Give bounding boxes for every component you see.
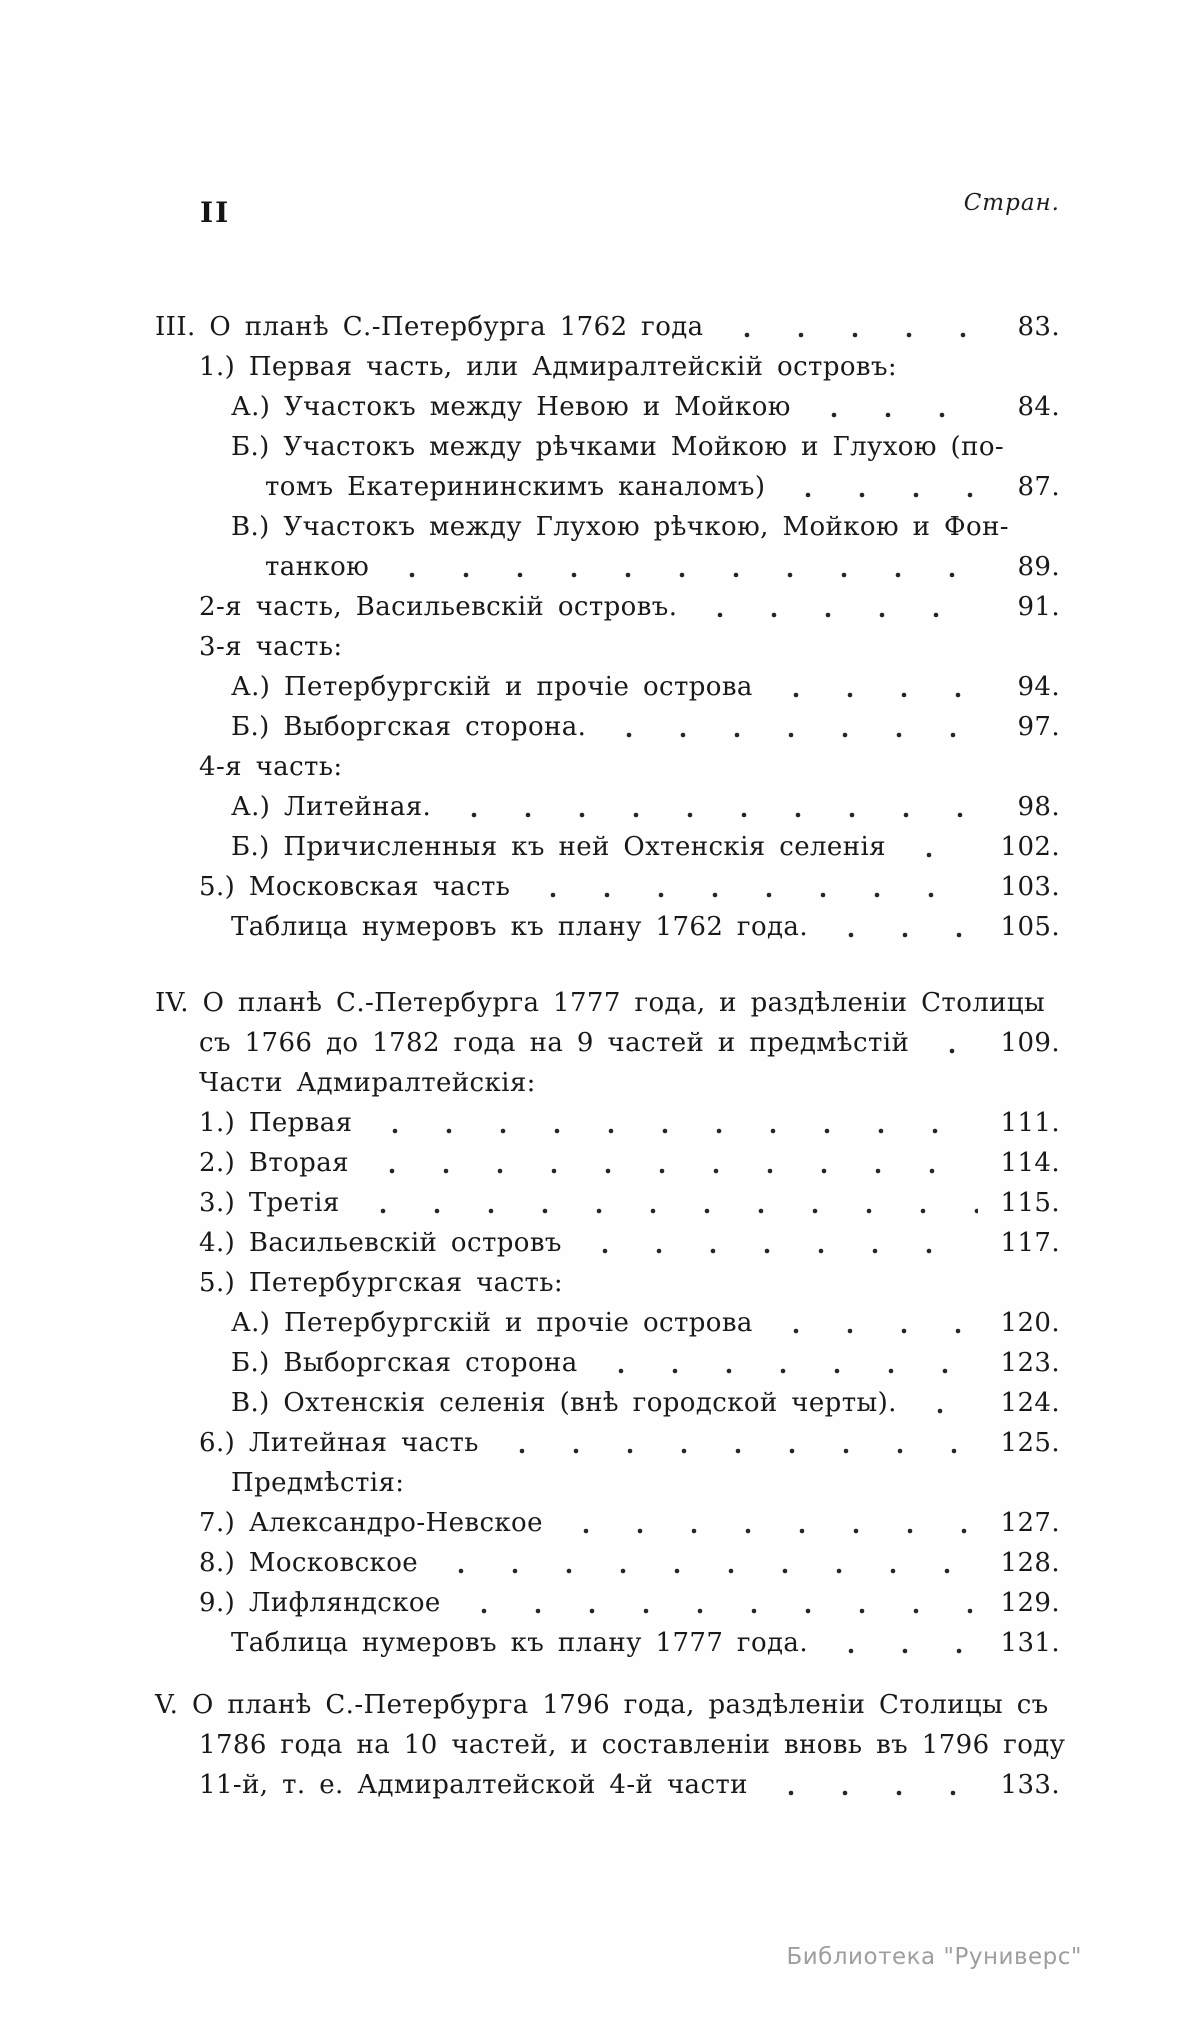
toc-entry bbox=[155, 428, 1060, 468]
toc-entry bbox=[155, 908, 1060, 948]
toc-entry bbox=[155, 388, 1060, 428]
page-number: 91. bbox=[1017, 592, 1060, 622]
toc-entry bbox=[155, 1064, 1060, 1104]
dot-leader bbox=[447, 788, 978, 828]
toc-entry-text: А.) Участокъ между Невою и Мойкою bbox=[231, 392, 791, 422]
page-number: 94. bbox=[1017, 672, 1060, 702]
dot-leader bbox=[769, 668, 978, 708]
toc-entry-text: 4.) Васильевскій островъ bbox=[199, 1228, 562, 1258]
toc-entry-text: 3-я часть: bbox=[199, 632, 343, 662]
dot-leader bbox=[526, 868, 978, 908]
toc-entry bbox=[155, 1544, 1060, 1584]
toc-entry bbox=[155, 1024, 1060, 1064]
toc-entry-text: 2.) Вторая bbox=[199, 1148, 349, 1178]
toc-entry bbox=[155, 1464, 1060, 1504]
toc-entry bbox=[155, 668, 1060, 708]
toc-entry-text: III. О планѣ С.-Петербурга 1762 года bbox=[155, 312, 704, 342]
page-number: 102. bbox=[1000, 832, 1060, 862]
page-number: 129. bbox=[1000, 1588, 1060, 1618]
dot-leader bbox=[457, 1584, 978, 1624]
dot-leader bbox=[559, 1504, 978, 1544]
toc-entry bbox=[155, 588, 1060, 628]
toc-entry-text: Б.) Участокъ между рѣчками Мойкою и Глухою (по- bbox=[231, 432, 1005, 462]
dot-leader bbox=[495, 1424, 978, 1464]
toc-entry bbox=[155, 548, 1060, 588]
page-number: 127. bbox=[1000, 1508, 1060, 1538]
toc-entry bbox=[155, 1144, 1060, 1184]
page-number: 89. bbox=[1017, 552, 1060, 582]
page-number: 115. bbox=[1000, 1188, 1060, 1218]
toc-entry bbox=[155, 1584, 1060, 1624]
toc-entry bbox=[155, 1504, 1060, 1544]
toc-entry-text: 1786 года на 10 частей, и составленіи вновь въ 1796 году bbox=[199, 1730, 1066, 1760]
toc-section bbox=[155, 1686, 1066, 1806]
page-number: 87. bbox=[1017, 472, 1060, 502]
toc-entry-text: В.) Охтенскія селенія (внѣ городской черты). bbox=[231, 1388, 897, 1418]
page-number: 131. bbox=[1000, 1628, 1060, 1658]
dot-leader bbox=[594, 1344, 978, 1384]
toc-entry bbox=[155, 508, 1060, 548]
page-number: 123. bbox=[1000, 1348, 1060, 1378]
dot-leader bbox=[902, 828, 978, 868]
toc-entry-text: танкою bbox=[265, 552, 370, 582]
dot-leader bbox=[356, 1184, 978, 1224]
toc-entry-text: В.) Участокъ между Глухою рѣчкою, Мойкою и Фон- bbox=[231, 512, 1009, 542]
page-number: 128. bbox=[1000, 1548, 1060, 1578]
toc-entry-text: 11-й, т. е. Адмиралтейской 4-й части bbox=[199, 1770, 748, 1800]
dot-leader bbox=[602, 708, 978, 748]
toc-entry bbox=[155, 1304, 1060, 1344]
page-number: 117. bbox=[1000, 1228, 1060, 1258]
dot-leader bbox=[807, 388, 978, 428]
toc-entry bbox=[155, 628, 1060, 668]
toc-entry bbox=[155, 468, 1060, 508]
toc-entry-text: Части Адмиралтейскія: bbox=[199, 1068, 536, 1098]
toc-entry-text: А.) Петербургскій и прочіе острова bbox=[231, 1308, 753, 1338]
toc-entry bbox=[155, 1224, 1060, 1264]
page-number: 98. bbox=[1017, 792, 1060, 822]
dot-leader bbox=[913, 1384, 978, 1424]
page-number: 84. bbox=[1017, 392, 1060, 422]
page-column-header: Стран. bbox=[963, 190, 1060, 216]
toc-entry bbox=[155, 1726, 1066, 1766]
toc-entry-text: V. О планѣ С.-Петербурга 1796 года, раздѣленіи Столицы съ bbox=[155, 1690, 1049, 1720]
toc-entry-text: томъ Екатерининскимъ каналомъ) bbox=[265, 472, 766, 502]
dot-leader bbox=[578, 1224, 978, 1264]
toc-entry bbox=[155, 748, 1060, 788]
toc-entry-text: 5.) Московская часть bbox=[199, 872, 511, 902]
toc-entry-text: 2-я часть, Васильевскій островъ. bbox=[199, 592, 678, 622]
dot-leader bbox=[385, 548, 978, 588]
dot-leader bbox=[368, 1104, 978, 1144]
dot-leader bbox=[693, 588, 978, 628]
toc-entry bbox=[155, 348, 1060, 388]
dot-leader bbox=[764, 1766, 978, 1806]
toc-entry-text: 3.) Третія bbox=[199, 1188, 340, 1218]
toc-entry-text: Предмѣстія: bbox=[231, 1468, 405, 1498]
toc-entry-text: 7.) Александро-Невское bbox=[199, 1508, 543, 1538]
toc-entry bbox=[155, 828, 1060, 868]
page-number: 133. bbox=[1000, 1770, 1060, 1800]
dot-leader bbox=[824, 1624, 978, 1664]
toc-entry bbox=[155, 1104, 1060, 1144]
toc-entry-text: Б.) Выборгская сторона. bbox=[231, 712, 587, 742]
toc-entry-text: 9.) Лифляндское bbox=[199, 1588, 441, 1618]
toc-entry bbox=[155, 868, 1060, 908]
toc-entry-text: Таблица нумеровъ къ плану 1762 года. bbox=[231, 912, 808, 942]
toc-entry bbox=[155, 1264, 1060, 1304]
dot-leader bbox=[781, 468, 978, 508]
toc-entry-text: А.) Петербургскій и прочіе острова bbox=[231, 672, 753, 702]
dot-leader bbox=[824, 908, 978, 948]
dot-leader bbox=[720, 308, 978, 348]
toc-entry bbox=[155, 1766, 1060, 1806]
toc-entry bbox=[155, 1344, 1060, 1384]
toc-entry-text: 5.) Петербургская часть: bbox=[199, 1268, 564, 1298]
page-number: 109. bbox=[1000, 1028, 1060, 1058]
toc-entry-text: съ 1766 до 1782 года на 9 частей и предмѣстій bbox=[199, 1028, 910, 1058]
toc-entry bbox=[155, 1686, 1060, 1726]
toc-entry-text: Б.) Выборгская сторона bbox=[231, 1348, 578, 1378]
toc-entry bbox=[155, 1384, 1060, 1424]
toc-content bbox=[155, 190, 1066, 1806]
page-number: 83. bbox=[1017, 312, 1060, 342]
toc-entry bbox=[155, 788, 1060, 828]
dot-leader bbox=[769, 1304, 978, 1344]
toc-section bbox=[155, 984, 1060, 1664]
page-number: 124. bbox=[1000, 1388, 1060, 1418]
folio-page-number: II bbox=[200, 196, 231, 229]
toc-entry bbox=[155, 1424, 1060, 1464]
toc-entry bbox=[155, 708, 1060, 748]
toc-entry-text: 1.) Первая bbox=[199, 1108, 353, 1138]
page-number: 103. bbox=[1000, 872, 1060, 902]
toc-entry bbox=[155, 308, 1060, 348]
toc-entry-text: Таблица нумеровъ къ плану 1777 года. bbox=[231, 1628, 808, 1658]
toc-entry-text: 6.) Литейная часть bbox=[199, 1428, 479, 1458]
dot-leader bbox=[925, 1024, 978, 1064]
toc-entry-text: Б.) Причисленныя къ ней Охтенскія селенія bbox=[231, 832, 886, 862]
dot-leader bbox=[434, 1544, 978, 1584]
toc bbox=[155, 308, 1066, 1806]
page-number: 97. bbox=[1017, 712, 1060, 742]
toc-entry bbox=[155, 1184, 1060, 1224]
page-number: 125. bbox=[1000, 1428, 1060, 1458]
library-watermark: Библиотека "Руниверс" bbox=[786, 1944, 1082, 1970]
page-number: 114. bbox=[1000, 1148, 1060, 1178]
toc-entry bbox=[155, 1624, 1060, 1664]
toc-entry-text: А.) Литейная. bbox=[231, 792, 432, 822]
page-number: 120. bbox=[1000, 1308, 1060, 1338]
page-number: 105. bbox=[1000, 912, 1060, 942]
toc-entry-text: IV. О планѣ С.-Петербурга 1777 года, и раздѣленіи Столицы bbox=[155, 988, 1046, 1018]
page-number: 111. bbox=[1000, 1108, 1060, 1138]
toc-entry bbox=[155, 984, 1060, 1024]
toc-entry-text: 4-я часть: bbox=[199, 752, 343, 782]
toc-section bbox=[155, 308, 1060, 948]
toc-entry-text: 8.) Московское bbox=[199, 1548, 419, 1578]
dot-leader bbox=[365, 1144, 978, 1184]
toc-entry-text: 1.) Первая часть, или Адмиралтейскій островъ: bbox=[199, 352, 898, 382]
